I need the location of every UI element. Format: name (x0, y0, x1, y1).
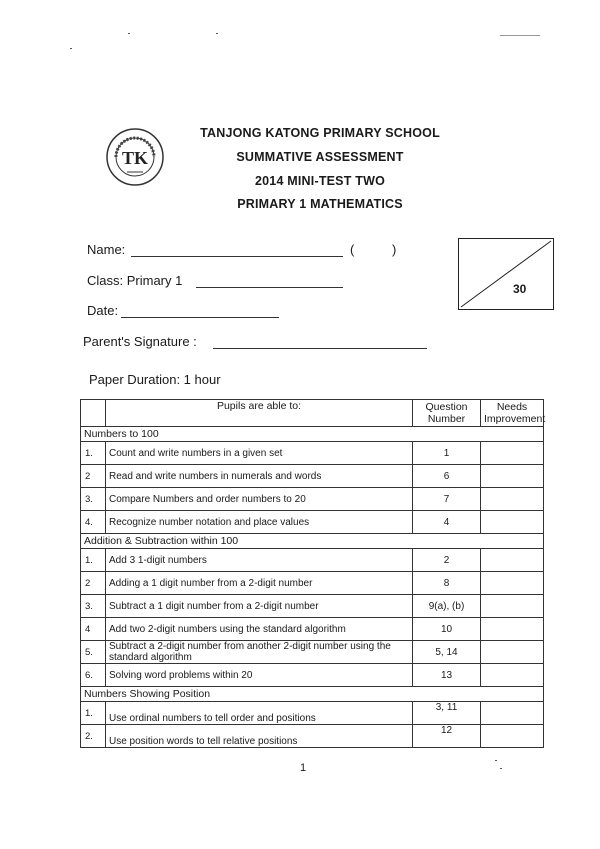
header-needs-improvement: Needs Improvement (481, 400, 544, 427)
date-label: Date: (87, 303, 119, 318)
row-needs-checkbox[interactable] (481, 618, 544, 641)
register-bracket-open: ( (350, 242, 355, 257)
row-needs-checkbox[interactable] (481, 641, 544, 664)
name-label: Name: (87, 242, 126, 257)
table-row (81, 641, 544, 664)
scan-speck (500, 35, 540, 36)
objectives-table (80, 399, 544, 748)
test-title: 2014 MINI-TEST TWO (254, 174, 385, 188)
section-row (81, 534, 544, 549)
row-question: 1 (413, 442, 481, 465)
row-number: 1. (81, 442, 106, 465)
subject-title: PRIMARY 1 MATHEMATICS (237, 197, 403, 211)
section-title: Numbers to 100 (81, 427, 544, 442)
table-row (81, 618, 544, 641)
row-number: 4. (81, 511, 106, 534)
scan-speck (216, 33, 218, 34)
row-needs-checkbox[interactable] (481, 488, 544, 511)
row-needs-checkbox[interactable] (481, 725, 544, 748)
table-row (81, 702, 544, 725)
section-row (81, 427, 544, 442)
row-objective: Count and write numbers in a given set (106, 442, 413, 465)
scan-speck (70, 48, 72, 49)
class-input-line[interactable] (196, 286, 343, 288)
register-bracket-close: ) (392, 242, 397, 257)
row-objective: Solving word problems within 20 (106, 664, 413, 687)
row-needs-checkbox[interactable] (481, 572, 544, 595)
paper-duration: Paper Duration: 1 hour (89, 372, 221, 387)
school-logo (105, 127, 165, 187)
date-input-line[interactable] (121, 316, 279, 318)
name-input-line[interactable] (131, 255, 343, 257)
signature-label: Parent's Signature : (83, 334, 197, 349)
row-needs-checkbox[interactable] (481, 702, 544, 725)
signature-input-line[interactable] (213, 347, 427, 349)
svg-text:TK: TK (121, 148, 149, 168)
score-total: 30 (513, 282, 527, 296)
row-question: 12 (413, 725, 481, 748)
assessment-title: SUMMATIVE ASSESSMENT (236, 150, 404, 164)
table-row (81, 488, 544, 511)
table-row (81, 442, 544, 465)
row-number: 3. (81, 595, 106, 618)
row-needs-checkbox[interactable] (481, 465, 544, 488)
row-needs-checkbox[interactable] (481, 595, 544, 618)
row-number: 4 (81, 618, 106, 641)
row-number: 5. (81, 641, 106, 664)
scan-speck (495, 760, 497, 761)
page-number: 1 (300, 762, 307, 774)
row-question: 4 (413, 511, 481, 534)
row-question: 8 (413, 572, 481, 595)
header-question: Question Number (413, 400, 481, 427)
table-row (81, 549, 544, 572)
row-question: 13 (413, 664, 481, 687)
table-row (81, 595, 544, 618)
row-objective: Compare Numbers and order numbers to 20 (106, 488, 413, 511)
row-question: 9(a), (b) (413, 595, 481, 618)
row-needs-checkbox[interactable] (481, 511, 544, 534)
row-needs-checkbox[interactable] (481, 664, 544, 687)
table-header-row (81, 400, 544, 427)
row-question: 2 (413, 549, 481, 572)
row-number: 6. (81, 664, 106, 687)
row-objective: Recognize number notation and place values (106, 511, 413, 534)
row-question: 5, 14 (413, 641, 481, 664)
row-objective: Adding a 1 digit number from a 2-digit number (106, 572, 413, 595)
section-title: Numbers Showing Position (81, 687, 544, 702)
header-objective: Pupils are able to: (106, 400, 413, 427)
table-row (81, 664, 544, 687)
header-blank (81, 400, 106, 427)
section-row (81, 687, 544, 702)
row-number: 2 (81, 465, 106, 488)
row-objective: Use position words to tell relative positions (106, 725, 413, 748)
row-number: 2. (81, 725, 106, 748)
row-number: 1. (81, 702, 106, 725)
row-needs-checkbox[interactable] (481, 442, 544, 465)
score-box (458, 238, 554, 310)
row-number: 1. (81, 549, 106, 572)
row-question: 10 (413, 618, 481, 641)
row-needs-checkbox[interactable] (481, 549, 544, 572)
row-objective: Subtract a 2-digit number from another 2-digit number using the standard algorithm (106, 641, 413, 664)
row-objective: Add two 2-digit numbers using the standard algorithm (106, 618, 413, 641)
school-name: TANJONG KATONG PRIMARY SCHOOL (200, 126, 440, 140)
row-question: 7 (413, 488, 481, 511)
row-objective: Read and write numbers in numerals and words (106, 465, 413, 488)
row-question: 6 (413, 465, 481, 488)
row-objective: Subtract a 1 digit number from a 2-digit number (106, 595, 413, 618)
row-number: 2 (81, 572, 106, 595)
section-title: Addition & Subtraction within 100 (81, 534, 544, 549)
row-objective: Use ordinal numbers to tell order and positions (106, 702, 413, 725)
table-row (81, 465, 544, 488)
row-number: 3. (81, 488, 106, 511)
row-question: 3, 11 (413, 702, 481, 725)
table-row (81, 511, 544, 534)
row-objective: Add 3 1-digit numbers (106, 549, 413, 572)
scan-speck (128, 33, 130, 34)
class-label: Class: Primary 1 (87, 273, 183, 288)
table-row (81, 572, 544, 595)
score-diagonal (459, 239, 553, 309)
table-row (81, 725, 544, 748)
scan-speck (500, 768, 502, 769)
